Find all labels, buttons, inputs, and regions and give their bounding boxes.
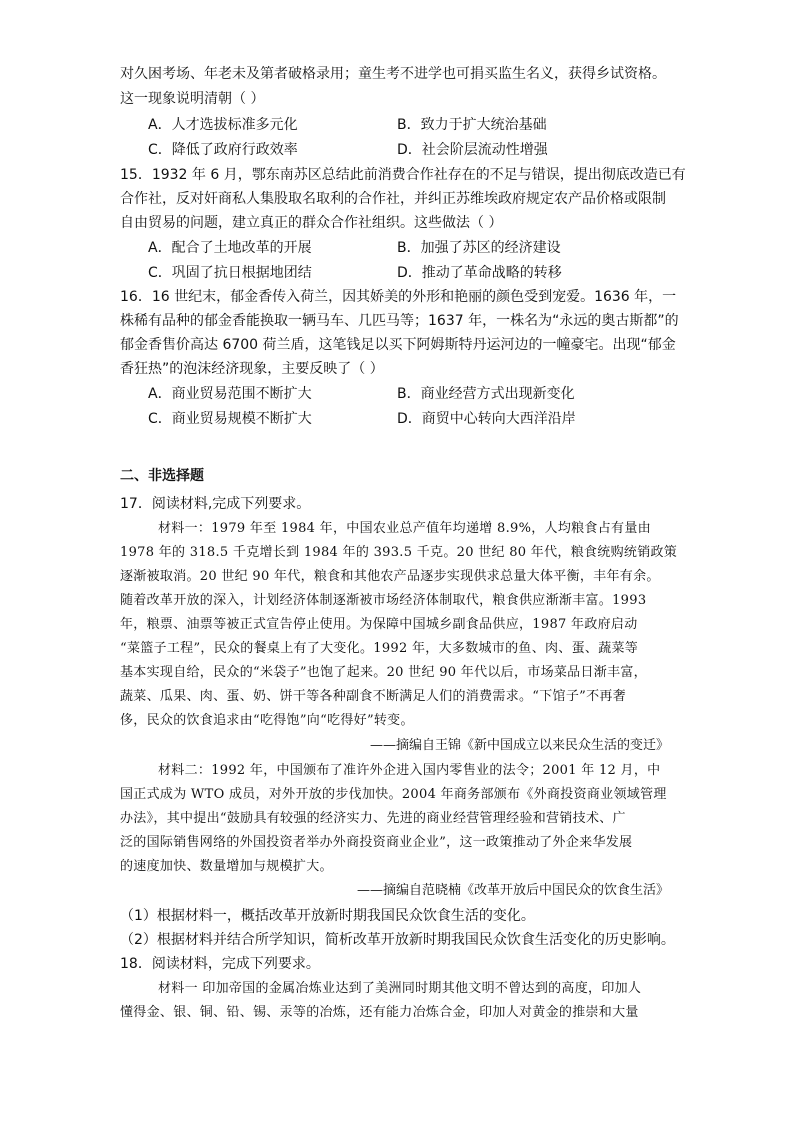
q17-sub-question-2: （2）根据材料并结合所学知识，简析改革开放新时期我国民众饮食生活变化的历史影响。 [120,932,675,948]
q17-material2-line-1: 材料二：1992 年，中国颁布了准许外企进入国内零售业的法令；2001 年 12 月，中 [158,763,661,778]
q18-material1-line-1: 材料一 印加帝国的金属冶炼业达到了美洲同时期其他文明不曾达到的高度，印加人 [158,981,642,996]
section-title-non-choice: 二、非选择题 [120,468,204,484]
q16-option-b[interactable]: B．商业经营方式出现新变化 [397,386,575,402]
q16-line-2: 株稀有品种的郁金香能换取一辆马车、几匹马等；1637 年，一株名为“永远的奥古斯都”的 [120,313,679,329]
q14-option-c[interactable]: C．降低了政府行政效率 [148,142,298,158]
q16-line-3: 郁金香售价高达 6700 荷兰盾，这笔钱足以买下阿姆斯特丹运河边的一幢豪宅。出现“郁金 [120,337,676,353]
q17-stem: 17．阅读材料,完成下列要求。 [120,496,311,512]
q17-source-2: ——摘编自范晓楠《改革开放后中国民众的饮食生活》 [356,883,669,898]
q18-material1-line-2: 懂得金、银、铜、铅、锡、汞等的冶炼，还有能力冶炼合金，印加人对黄金的推崇和大量 [120,1005,639,1020]
q16-option-d[interactable]: D．商贸中心转向大西洋沿岸 [397,411,576,427]
q15-option-d[interactable]: D．推动了革命战略的转移 [397,265,562,281]
q18-stem: 18．阅读材料，完成下列要求。 [120,956,320,972]
q17-material2-line-3: 办法》，其中提出“鼓励具有较强的经济实力、先进的商业经营管理经验和营销技术、广 [120,811,626,826]
q16-line-4: 香狂热”的泡沫经济现象，主要反映了（ ） [120,361,384,377]
q17-material1-line-3: 逐渐被取消。20 世纪 90 年代，粮食和其他农产品逐步实现供求总量大体平衡，丰年有余。 [120,569,660,584]
q17-material2-line-4: 泛的国际销售网络的外国投资者举办外商投资商业企业”，这一政策推动了外企来华发展 [120,835,633,850]
q14-option-b[interactable]: B．致力于扩大统治基础 [397,117,547,133]
q17-material1-line-2: 1978 年的 318.5 千克增长到 1984 年的 393.5 千克。20 世纪 80 年代，粮食统购统销政策 [120,545,678,560]
q17-material1-line-9: 侈，民众的饮食追求由“吃得饱”向“吃得好”转变。 [120,713,414,728]
q14-line-1: 对久困考场、年老未及第者破格录用；童生考不进学也可捐买监生名义，获得乡试资格。 [120,66,666,82]
q15-line-2: 合作社，反对奸商私人集股取名取利的合作社，并纠正苏维埃政府规定农产品价格或限制 [120,191,666,207]
q14-option-a[interactable]: A．人才选拔标准多元化 [148,117,298,133]
q17-material1-line-7: 基本实现自给，民众的“米袋子”也饱了起来。20 世纪 90 年代以后，市场菜品日渐丰富， [120,665,647,680]
q17-source-1: ——摘编自王锦《新中国成立以来民众生活的变迁》 [369,738,669,753]
q17-material1-line-6: “菜篮子工程”，民众的餐桌上有了大变化。1992 年，大多数城市的鱼、肉、蛋、蔬菜等 [120,641,639,656]
q15-line-1: 15．1932 年 6 月，鄂东南苏区总结此前消费合作社存在的不足与错误，提出彻底改造已有 [120,167,686,183]
q16-line-1: 16．16 世纪末，郁金香传入荷兰，因其娇美的外形和艳丽的颜色受到宠爱。1636 年，一 [120,289,677,305]
q17-sub-question-1: （1）根据材料一，概括改革开放新时期我国民众饮食生活的变化。 [120,908,535,924]
q15-line-3: 自由贸易的问题，建立真正的群众合作社组织。这些做法（ ） [120,215,503,231]
q17-material1-line-4: 随着改革开放的深入，计划经济体制逐渐被市场经济体制取代，粮食供应渐渐丰富。1993 [120,593,647,608]
q15-option-a[interactable]: A．配合了土地改革的开展 [148,240,312,256]
q14-line-2: 这一现象说明清朝（ ） [120,91,265,107]
q17-material1-line-1: 材料一：1979 年至 1984 年，中国农业总产值年均递增 8.9%，人均粮食占有量由 [158,521,651,536]
q15-option-c[interactable]: C．巩固了抗日根据地团结 [148,265,312,281]
q17-material1-line-8: 蔬菜、瓜果、肉、蛋、奶、饼干等各种副食不断满足人们的消费需求。“下馆子”不再奢 [120,689,626,704]
q16-option-a[interactable]: A．商业贸易范围不断扩大 [148,386,312,402]
q15-option-b[interactable]: B．加强了苏区的经济建设 [397,240,561,256]
q16-option-c[interactable]: C．商业贸易规模不断扩大 [148,411,312,427]
q17-material1-line-5: 年，粮票、油票等被正式宣告停止使用。为保障中国城乡副食品供应，1987 年政府启动 [120,617,638,632]
q17-material2-line-2: 国正式成为 WTO 成员，对外开放的步伐加快。2004 年商务部颁布《外商投资商业领域管理 [120,787,667,802]
q17-material2-line-5: 的速度加快、数量增加与规模扩大。 [120,859,333,874]
q14-option-d[interactable]: D．社会阶层流动性增强 [397,142,548,158]
